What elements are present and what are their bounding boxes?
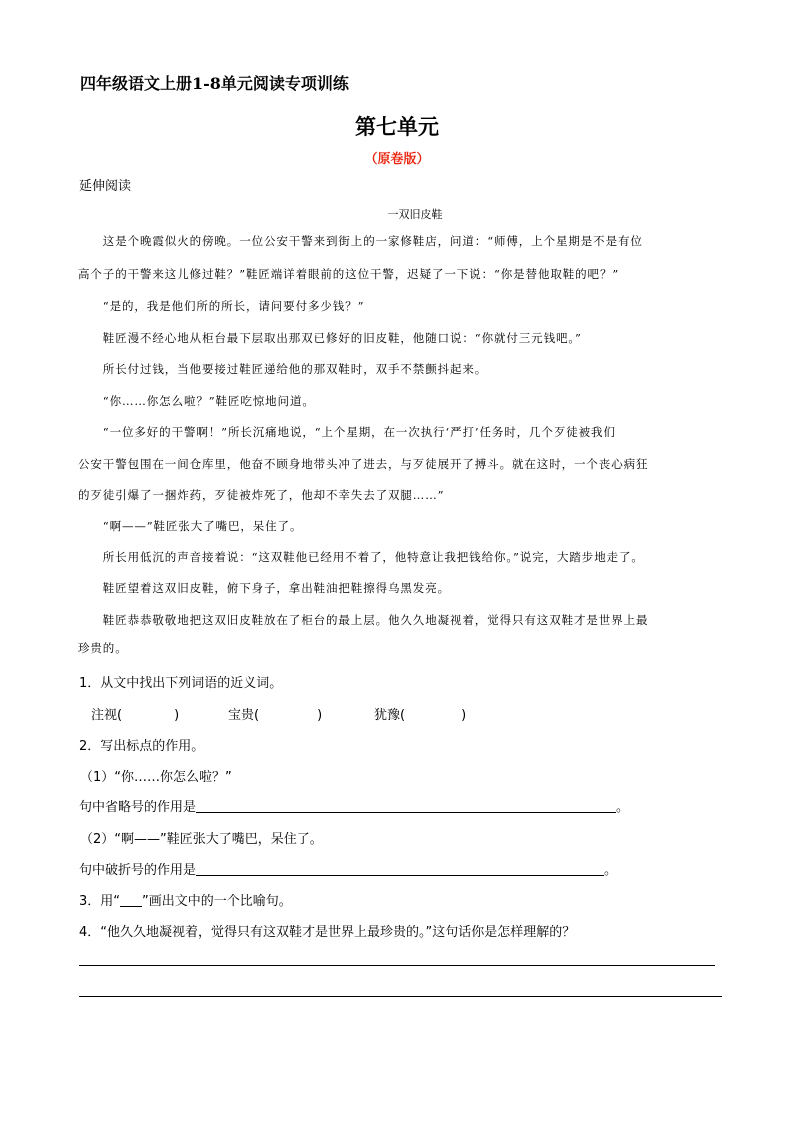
document-title: 四年级语文上册1-8单元阅读专项训练 (80, 74, 349, 93)
story-title: 一双旧皮鞋 (387, 208, 443, 221)
passage-line: 鞋匠恭恭敬敬地把这双旧皮鞋放在了柜台的最上层。他久久地凝视着，觉得只有这双鞋才是世界上最 (78, 613, 649, 627)
passage-line: 珍贵的。 (78, 641, 128, 655)
passage-line: 所长用低沉的声音接着说：“这双鞋他已经用不着了，他特意让我把钱给你。”说完，大踏步地走了。 (78, 550, 644, 564)
question-3: 3．用“ ”画出文中的一个比喻句。 (79, 894, 292, 909)
question-2-1-prompt: 句中省略号的作用是 。 (79, 800, 630, 815)
question-2-2: （2）“啊——”鞋匠张大了嘴巴，呆住了。 (80, 832, 323, 847)
passage-line: 的歹徒引爆了一捆炸药，歹徒被炸死了，他却不幸失去了双腿……” (78, 488, 445, 502)
synonym-item: 犹豫( ) (374, 708, 467, 723)
edition-label: （原卷版） (364, 152, 430, 167)
question-2-2-prompt: 句中破折号的作用是 。 (79, 863, 618, 878)
underline-sample (120, 893, 142, 907)
question-4: 4．“他久久地凝视着，觉得只有这双鞋才是世界上最珍贵的。”这句话你是怎样理解的？ (79, 925, 576, 940)
passage-line: 鞋匠望着这双旧皮鞋，俯下身子，拿出鞋油把鞋擦得乌黑发亮。 (78, 581, 450, 595)
section-label: 延伸阅读 (79, 179, 132, 194)
passage-line: 高个子的干警来这儿修过鞋？”鞋匠端详着眼前的这位干警，迟疑了一下说：“你是替他取鞋的吧？” (78, 267, 620, 281)
answer-blank[interactable] (196, 862, 604, 876)
answer-line[interactable] (79, 996, 722, 997)
passage-line: 这是个晚霞似火的傍晚。一位公安干警来到街上的一家修鞋店，问道：“师傅，上个星期是不是有位 (78, 234, 643, 248)
passage-line: 公安干警包围在一间仓库里，他奋不顾身地带头冲了进去，与歹徒展开了搏斗。就在这时，一个丧心病狂 (78, 457, 649, 471)
synonym-item: 宝贵( ) (228, 708, 323, 723)
passage-line: 鞋匠漫不经心地从柜台最下层取出那双已修好的旧皮鞋，他随口说：“你就付三元钱吧。” (78, 331, 582, 345)
passage-line: 所长付过钱，当他要接过鞋匠递给他的那双鞋时，双手不禁颤抖起来。 (78, 362, 488, 376)
unit-title: 第七单元 (355, 115, 439, 139)
question-2-1: （1）“你……你怎么啦？” (80, 770, 232, 785)
passage-line: “你……你怎么啦？”鞋匠吃惊地问道。 (78, 394, 315, 408)
passage-line: “是的，我是他们所的所长，请问要付多少钱？” (78, 299, 365, 313)
question-1: 1．从文中找出下列词语的近义词。 (79, 676, 283, 691)
passage-line: “一位多好的干警啊！”所长沉痛地说，“上个星期，在一次执行‘严打’任务时，几个歹徒被我们 (78, 425, 616, 439)
synonym-item: 注视( ) (91, 708, 180, 723)
answer-line[interactable] (79, 965, 715, 966)
question-2: 2．写出标点的作用。 (79, 739, 205, 754)
answer-blank[interactable] (196, 799, 616, 813)
passage-line: “啊——”鞋匠张大了嘴巴，呆住了。 (78, 519, 303, 533)
